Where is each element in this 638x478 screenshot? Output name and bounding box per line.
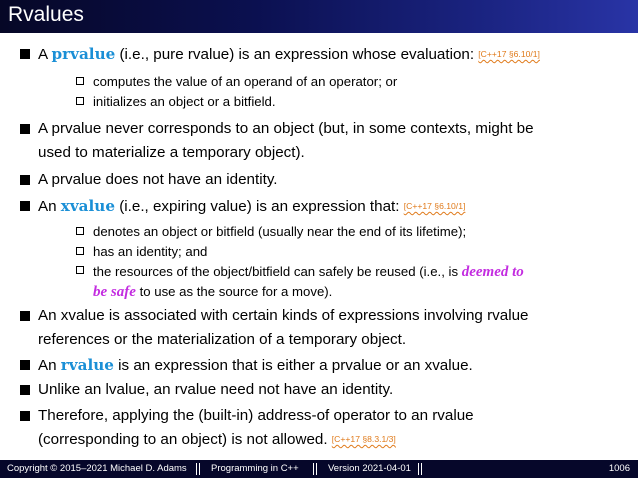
hollow-square-bullet-icon — [76, 266, 84, 274]
square-bullet-icon — [20, 201, 30, 211]
footer-course: Programming in C++ — [211, 463, 299, 474]
bullet-text: (i.e., pure rvalue) is an expression whose evaluation: — [115, 46, 479, 63]
footer-separator — [313, 463, 317, 475]
emphasis-deemed-to: deemed to — [461, 264, 524, 280]
square-bullet-icon — [20, 385, 30, 395]
footer-bar — [0, 460, 638, 478]
hollow-square-bullet-icon — [76, 227, 84, 235]
bullet-text: Therefore, applying the (built-in) address-of operator to an rvalue — [38, 407, 474, 424]
square-bullet-icon — [20, 311, 30, 321]
square-bullet-icon — [20, 124, 30, 134]
square-bullet-icon — [20, 411, 30, 421]
term-rvalue: rvalue — [60, 356, 114, 374]
square-bullet-icon — [20, 360, 30, 370]
footer-version: Version 2021-04-01 — [328, 463, 411, 474]
standard-reference-link[interactable]: [C++17 §8.3.1/3] — [331, 434, 396, 444]
sub-bullet-text: has an identity; and — [93, 244, 208, 259]
sub-bullet — [93, 243, 207, 260]
bullet-xvalue-assoc — [38, 306, 528, 350]
footer-separator — [196, 463, 200, 475]
sub-bullet-text: initializes an object or a bitfield. — [93, 94, 276, 109]
sub-bullet — [93, 73, 397, 90]
slide-title: Rvalues — [8, 3, 84, 26]
term-prvalue: prvalue — [51, 45, 116, 63]
bullet-text: An xvalue is associated with certain kinds of expressions involving rvalue — [38, 307, 529, 324]
bullet-text: used to materialize a temporary object). — [38, 144, 305, 161]
sub-bullet-text: the resources of the object/bitfield can safely be reused (i.e., is — [93, 264, 462, 279]
hollow-square-bullet-icon — [76, 97, 84, 105]
term-xvalue: xvalue — [60, 197, 115, 215]
standard-reference-link[interactable]: [C++17 §6.10/1] — [403, 201, 466, 211]
bullet-rvalue-identity — [38, 380, 393, 400]
bullet-prvalue-identity — [38, 170, 278, 190]
sub-bullet — [93, 223, 466, 240]
bullet-prvalue-object — [38, 119, 534, 163]
sub-bullet — [93, 93, 276, 110]
bullet-address-of — [38, 406, 474, 451]
bullet-text: Unlike an lvalue, an rvalue need not have an identity. — [38, 381, 394, 398]
standard-reference-link[interactable]: [C++17 §6.10/1] — [478, 49, 540, 59]
footer-separator — [418, 463, 422, 475]
sub-bullet-text: computes the value of an operand of an operator; or — [93, 74, 398, 89]
square-bullet-icon — [20, 175, 30, 185]
sub-bullet-text: denotes an object or bitfield (usually near the end of its lifetime); — [93, 224, 467, 239]
bullet-rvalue-def — [38, 355, 473, 376]
bullet-text: references or the materialization of a temporary object. — [38, 331, 407, 348]
square-bullet-icon — [20, 49, 30, 59]
footer-copyright: Copyright © 2015–2021 Michael D. Adams — [7, 463, 187, 474]
hollow-square-bullet-icon — [76, 77, 84, 85]
bullet-prvalue-def — [38, 44, 540, 66]
emphasis-be-safe: be safe — [93, 284, 136, 300]
bullet-text: A prvalue never corresponds to an object (but, in some contexts, might be — [38, 120, 534, 137]
bullet-text: (corresponding to an object) is not allowed. — [38, 431, 332, 448]
footer-page-number: 1006 — [608, 463, 630, 474]
hollow-square-bullet-icon — [76, 247, 84, 255]
sub-bullet — [93, 262, 524, 302]
bullet-text: An — [38, 198, 61, 215]
sub-bullet-text: to use as the source for a move). — [135, 284, 333, 299]
bullet-text: A prvalue does not have an identity. — [38, 171, 278, 188]
bullet-line — [38, 430, 396, 451]
bullet-text: is an expression that is either a prvalue or an xvalue. — [113, 357, 473, 374]
bullet-text: (i.e., expiring value) is an expression that: — [115, 198, 404, 215]
bullet-text: A — [38, 46, 52, 63]
bullet-text: An — [38, 357, 61, 374]
bullet-xvalue-def — [38, 196, 465, 218]
